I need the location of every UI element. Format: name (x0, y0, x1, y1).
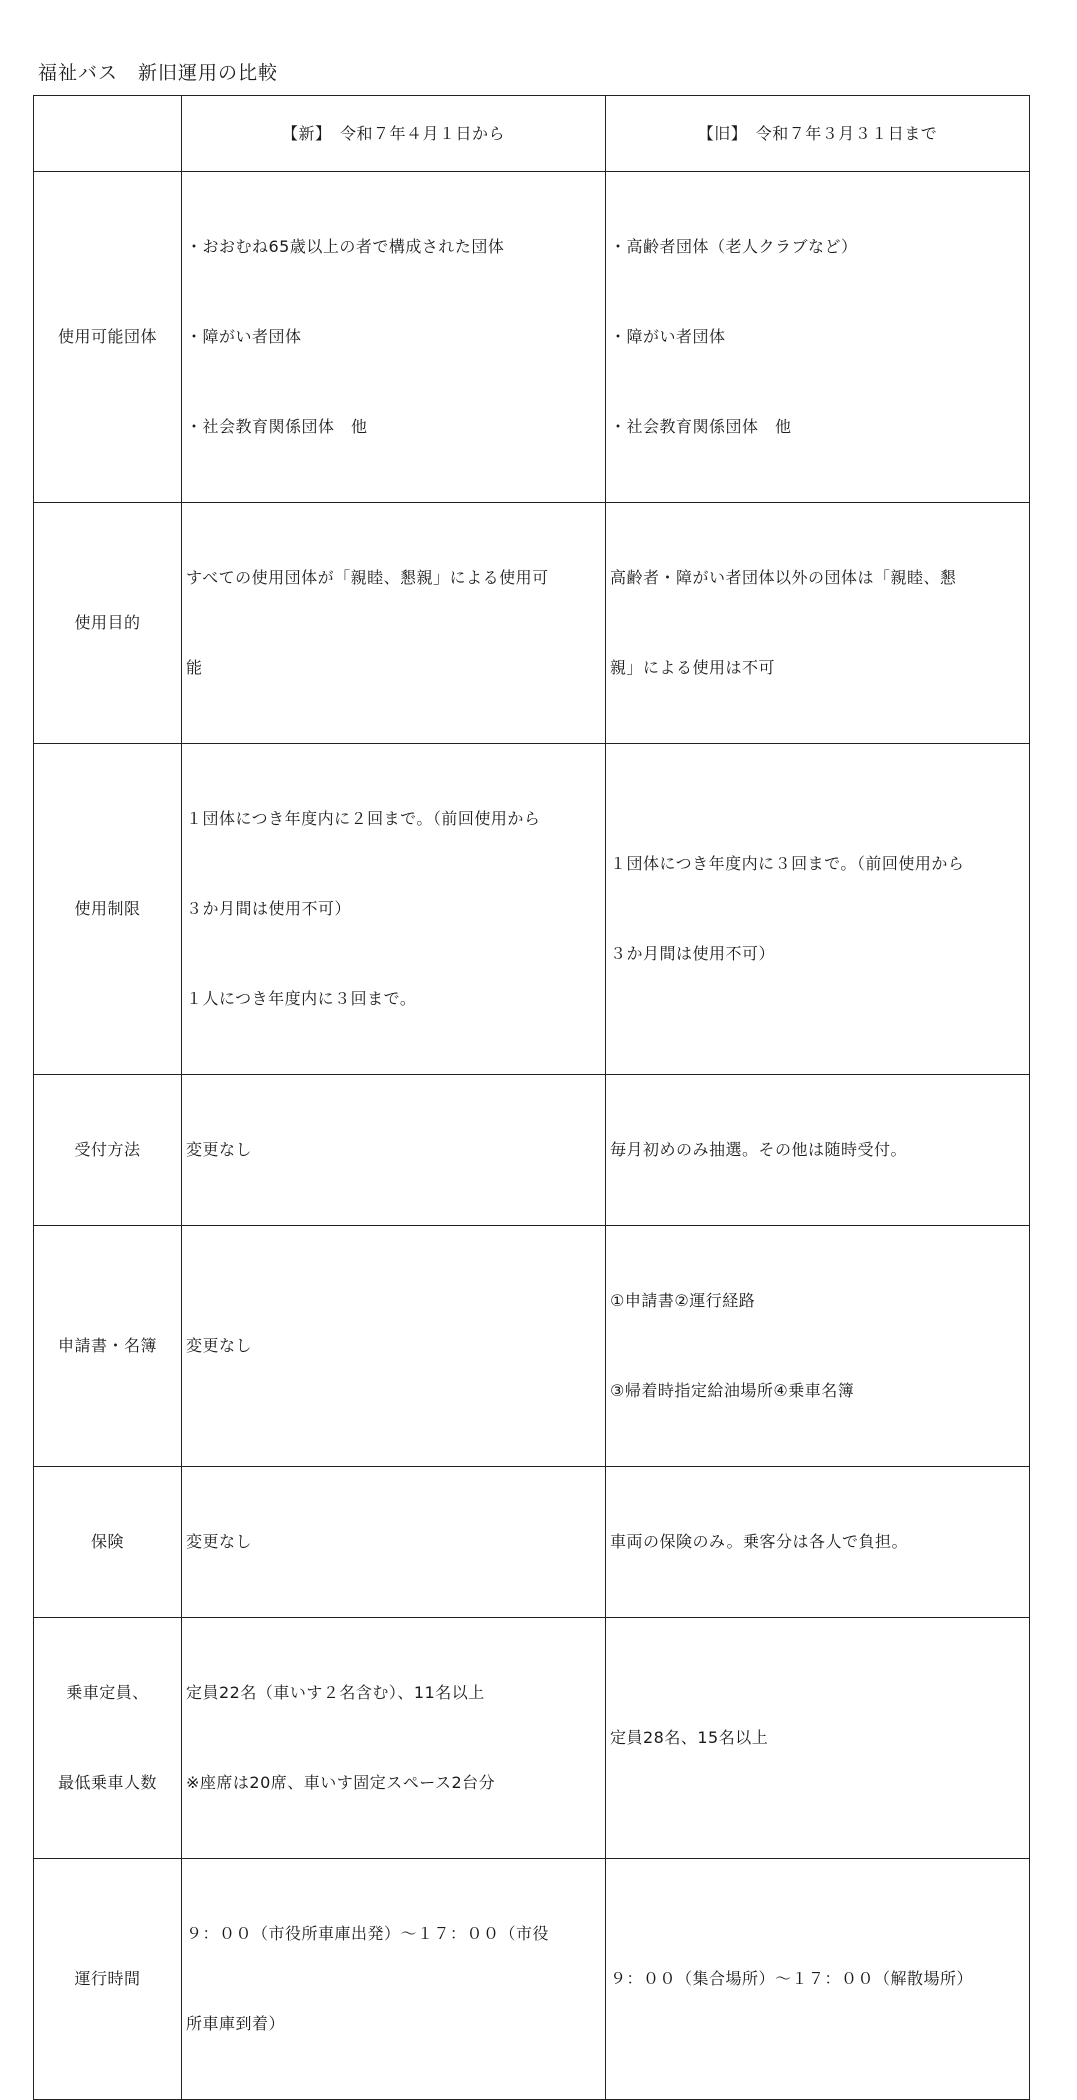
old-cell (606, 1618, 1030, 1859)
row-label (34, 1467, 182, 1618)
old-cell-line: 親」による使用は不可 (610, 658, 776, 677)
old-cell-line: ③帰着時指定給油場所④乗車名簿 (610, 1381, 855, 1400)
old-cell (606, 744, 1030, 1075)
new-cell-line: ・社会教育関係団体 他 (186, 417, 368, 436)
row-label-line: 保険 (90, 1532, 124, 1551)
header-old: 【旧】 令和７年３月３１日まで (606, 96, 1030, 172)
header-row (34, 96, 1030, 172)
old-cell-line: ・社会教育関係団体 他 (610, 417, 792, 436)
new-cell-line: ・障がい者団体 (186, 327, 302, 346)
row-label (34, 744, 182, 1075)
table-row (34, 172, 1030, 503)
new-cell-line: 変更なし (186, 1140, 253, 1159)
old-cell (606, 1075, 1030, 1226)
comparison-table (33, 95, 1030, 2100)
table-row (34, 744, 1030, 1075)
new-cell (182, 744, 606, 1075)
row-label (34, 172, 182, 503)
row-label-line: 申請書・名簿 (57, 1336, 157, 1355)
new-cell-line: 定員22名（車いす２名含む）、11名以上 (186, 1683, 485, 1702)
header-blank-cell (34, 96, 182, 172)
old-cell-line: ９：００（集合場所）～１７：００（解散場所） (610, 1969, 974, 1988)
old-cell (606, 1226, 1030, 1467)
row-label-line: 使用可能団体 (57, 327, 157, 346)
row-label-line: 運行時間 (74, 1969, 141, 1988)
new-cell (182, 1859, 606, 2100)
old-cell (606, 172, 1030, 503)
new-cell-line: ９：００（市役所車庫出発）～１７：００（市役 (186, 1924, 550, 1943)
table-row (34, 1467, 1030, 1618)
row-label (34, 1618, 182, 1859)
row-label-line: 使用制限 (74, 899, 141, 918)
new-cell (182, 1467, 606, 1618)
old-cell (606, 503, 1030, 744)
new-cell-line: 所車庫到着） (186, 2014, 286, 2033)
row-label (34, 503, 182, 744)
new-cell-line: ３か月間は使用不可） (186, 899, 352, 918)
new-cell-line: １団体につき年度内に２回まで。（前回使用から (186, 809, 541, 828)
new-cell (182, 1618, 606, 1859)
table-row (34, 1618, 1030, 1859)
new-cell-line: すべての使用団体が「親睦、懇親」による使用可 (186, 568, 549, 587)
old-cell-line: ①申請書②運行経路 (610, 1291, 756, 1310)
old-cell (606, 1859, 1030, 2100)
row-label-line: 受付方法 (74, 1140, 141, 1159)
row-label-line: 乗車定員、 (66, 1683, 149, 1702)
new-cell-line: １人につき年度内に３回まで。 (186, 989, 417, 1008)
table-row (34, 1226, 1030, 1467)
row-label (34, 1859, 182, 2100)
row-label (34, 1075, 182, 1226)
new-cell (182, 172, 606, 503)
table-row (34, 1075, 1030, 1226)
old-cell-line: 車両の保険のみ。乗客分は各人で負担。 (610, 1532, 908, 1551)
new-cell-line: ※座席は20席、車いす固定スペース2台分 (186, 1773, 496, 1792)
new-cell (182, 503, 606, 744)
new-cell-line: 能 (186, 658, 203, 677)
old-cell-line: 定員28名、15名以上 (610, 1728, 769, 1747)
new-cell (182, 1226, 606, 1467)
old-cell-line: ３か月間は使用不可） (610, 944, 776, 963)
header-new: 【新】 令和７年４月１日から (182, 96, 606, 172)
old-cell-line: 高齢者・障がい者団体以外の団体は「親睦、懇 (610, 568, 957, 587)
new-cell (182, 1075, 606, 1226)
new-cell-line: 変更なし (186, 1336, 253, 1355)
new-cell-line: 変更なし (186, 1532, 253, 1551)
row-label (34, 1226, 182, 1467)
row-label-line: 使用目的 (74, 613, 141, 632)
table-row (34, 1859, 1030, 2100)
document-title: 福祉バス 新旧運用の比較 (38, 62, 279, 84)
new-cell-line: ・おおむね65歳以上の者で構成された団体 (186, 237, 505, 256)
old-cell (606, 1467, 1030, 1618)
old-cell-line: １団体につき年度内に３回まで。（前回使用から (610, 854, 965, 873)
old-cell-line: ・高齢者団体（老人クラブなど） (610, 237, 858, 256)
table-row (34, 503, 1030, 744)
row-label-line: 最低乗車人数 (57, 1773, 157, 1792)
old-cell-line: 毎月初めのみ抽選。その他は随時受付。 (610, 1140, 908, 1159)
old-cell-line: ・障がい者団体 (610, 327, 726, 346)
